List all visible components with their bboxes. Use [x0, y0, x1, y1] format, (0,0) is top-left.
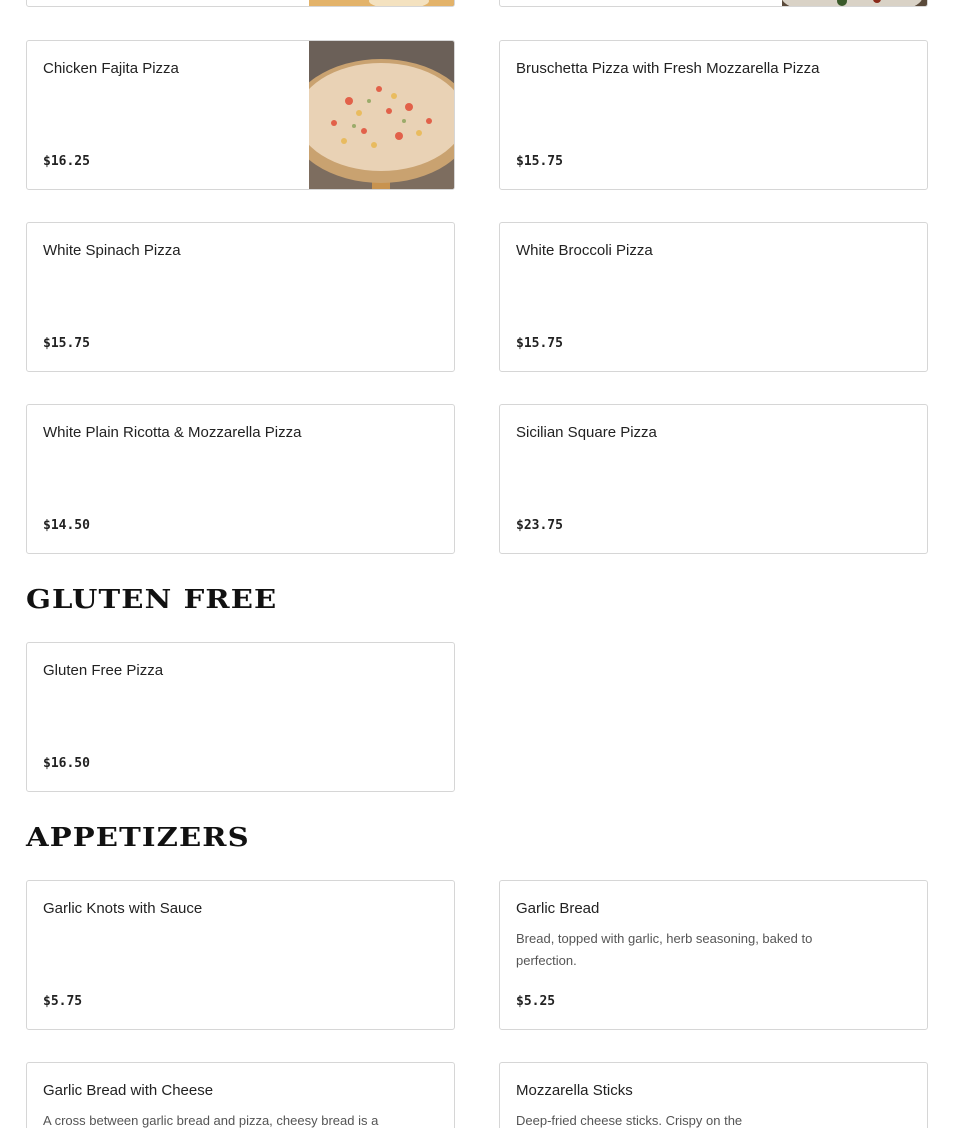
item-price: $15.75: [516, 154, 563, 169]
menu-item-card[interactable]: [26, 40, 455, 190]
menu-item-card[interactable]: [499, 404, 928, 554]
item-price: $15.75: [516, 336, 563, 351]
item-name: Bruschetta Pizza with Fresh Mozzarella Pizza: [516, 60, 820, 77]
item-name: Gluten Free Pizza: [43, 662, 164, 679]
item-price: $5.25: [516, 994, 556, 1009]
item-price: $16.25: [43, 154, 90, 169]
menu-item-card-partial[interactable]: [26, 0, 455, 7]
item-name: White Spinach Pizza: [43, 242, 181, 259]
item-name: Sicilian Square Pizza: [516, 424, 657, 441]
section-title-appetizers: APPETIZERS: [26, 823, 250, 853]
menu-item-card[interactable]: [26, 642, 455, 792]
item-name: Mozzarella Sticks: [516, 1082, 633, 1099]
pizza-photo: [309, 41, 454, 189]
menu-item-card[interactable]: [26, 1062, 455, 1128]
menu-item-card[interactable]: [499, 880, 928, 1030]
menu-item-card[interactable]: [26, 404, 455, 554]
item-price: $14.50: [43, 518, 90, 533]
food-photo: [309, 0, 454, 6]
menu-item-card[interactable]: [499, 40, 928, 190]
menu-item-card-partial[interactable]: [499, 0, 928, 7]
menu-item-card[interactable]: [26, 880, 455, 1030]
item-name: Chicken Fajita Pizza: [43, 60, 179, 77]
item-description: A cross between garlic bread and pizza, cheesy bread is a: [43, 1113, 379, 1128]
item-price: $16.50: [43, 756, 90, 771]
food-photo: [782, 0, 927, 6]
item-price: $5.75: [43, 994, 83, 1009]
item-description: Bread, topped with garlic, herb seasoning, baked to perfection.: [516, 931, 813, 968]
item-description: Deep-fried cheese sticks. Crispy on the: [516, 1113, 743, 1128]
item-name: White Broccoli Pizza: [516, 242, 653, 259]
menu-item-card[interactable]: [499, 222, 928, 372]
item-name: Garlic Bread: [516, 900, 600, 917]
item-price: $15.75: [43, 336, 90, 351]
item-name: Garlic Knots with Sauce: [43, 900, 203, 917]
item-price: $23.75: [516, 518, 563, 533]
menu-item-card[interactable]: [499, 1062, 928, 1128]
item-name: White Plain Ricotta & Mozzarella Pizza: [43, 424, 302, 441]
item-name: Garlic Bread with Cheese: [43, 1082, 214, 1099]
section-title-gluten-free: GLUTEN FREE: [26, 585, 278, 615]
menu-item-card[interactable]: [26, 222, 455, 372]
